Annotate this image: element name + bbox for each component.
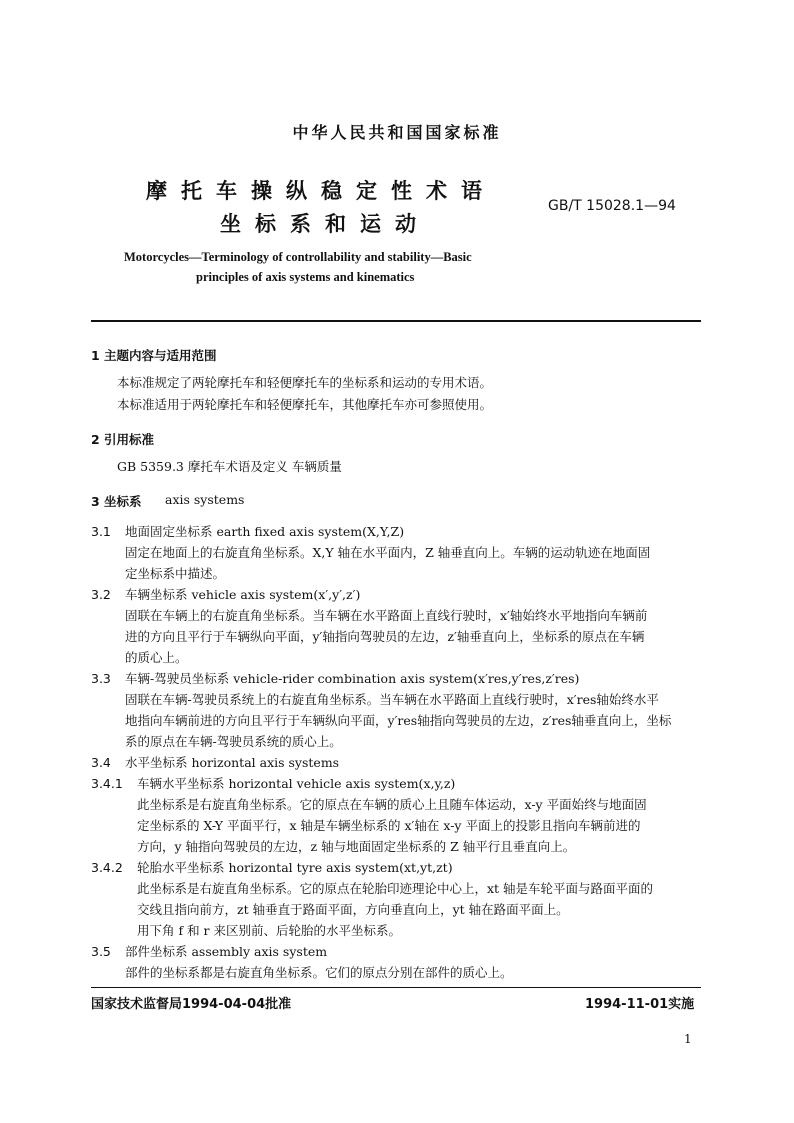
section-3-4-number: 3.4: [91, 755, 111, 770]
section-3-heading-en: axis systems: [165, 492, 245, 507]
section-3-3-title: 车辆-驾驶员坐标系 vehicle-rider combination axis system(x′res,y′res,z′res): [125, 671, 580, 686]
section-3-4-1-number: 3.4.1: [91, 776, 123, 791]
section-3-1-number: 3.1: [91, 524, 111, 539]
section-1-heading: 1 主题内容与适用范围: [91, 348, 217, 363]
section-3-4-2-title: 轮胎水平坐标系 horizontal tyre axis system(xt,yt,zt): [137, 860, 453, 875]
section-3-4-2-line: 交线且指向前方，zt 轴垂直于路面平面，方向垂直向上，yt 轴在路面平面上。: [137, 902, 569, 917]
section-3-2-title: 车辆坐标系 vehicle axis system(x′,y′,z′): [125, 587, 361, 602]
section-3-3-line: 地指向车辆前进的方向且平行于车辆纵向平面，y′res轴指向驾驶员的左边，z′res轴垂直向上，坐标: [125, 713, 672, 728]
english-title-line1: Motorcycles—Terminology of controllability and stability—Basic: [124, 250, 472, 264]
header-divider: [91, 320, 701, 322]
section-3-1-title: 地面固定坐标系 earth fixed axis system(X,Y,Z): [125, 524, 405, 539]
english-title-line2: principles of axis systems and kinematics: [196, 270, 415, 284]
section-3-4-title: 水平坐标系 horizontal axis systems: [125, 755, 340, 770]
section-3-4-1-line: 此坐标系是右旋直角坐标系。它的原点在车辆的质心上且随车体运动，x-y 平面始终与地面固: [137, 797, 647, 812]
section-3-4-2-number: 3.4.2: [91, 860, 123, 875]
section-3-3-line: 固联在车辆-驾驶员系统上的右旋直角坐标系。当车辆在水平路面上直线行驶时，x′res轴始终水平: [125, 692, 659, 707]
issuing-organization: 中华人民共和国国家标准: [292, 123, 502, 142]
section-3-4-2-line: 用下角 f 和 r 来区别前、后轮胎的水平坐标系。: [137, 923, 401, 938]
section-3-2-line: 进的方向且平行于车辆纵向平面，y′轴指向驾驶员的左边，z′轴垂直向上，坐标系的原点在车辆: [125, 629, 645, 644]
section-3-1-line: 固定在地面上的右旋直角坐标系。X,Y 轴在水平面内，Z 轴垂直向上。车辆的运动轨迹在地面固: [125, 545, 651, 560]
section-3-1-line: 定坐标系中描述。: [125, 566, 226, 581]
section-3-5-number: 3.5: [91, 944, 111, 959]
section-3-2-line: 固联在车辆上的右旋直角坐标系。当车辆在水平路面上直线行驶时，x′轴始终水平地指向车辆前: [125, 608, 648, 623]
approval-date: 国家技术监督局1994-04-04批准: [91, 997, 292, 1012]
document-title-line2: 坐标系和运动: [220, 212, 430, 236]
section-3-2-line: 的质心上。: [125, 650, 188, 665]
section-3-5-line: 部件的坐标系都是右旋直角坐标系。它们的原点分别在部件的质心上。: [125, 965, 513, 980]
section-3-3-number: 3.3: [91, 671, 111, 686]
page-number: 1: [684, 1032, 692, 1046]
section-3-2-number: 3.2: [91, 587, 111, 602]
standard-code: GB/T 15028.1—94: [548, 198, 676, 214]
section-3-4-1-title: 车辆水平坐标系 horizontal vehicle axis system(x,y,z): [137, 776, 456, 791]
section-3-5-title: 部件坐标系 assembly axis system: [125, 944, 328, 959]
section-2-heading: 2 引用标准: [91, 432, 155, 447]
document-title-line1: 摩托车操纵稳定性术语: [146, 179, 496, 203]
section-3-4-2-line: 此坐标系是右旋直角坐标系。它的原点在轮胎印迹理论中心上，xt 轴是车轮平面与路面平面的: [137, 881, 654, 896]
section-3-heading: 3 坐标系: [91, 494, 142, 509]
section-3-3-line: 系的原点在车辆-驾驶员系统的质心上。: [125, 734, 342, 749]
implementation-date: 1994-11-01实施: [585, 997, 695, 1012]
footer-divider: [91, 987, 701, 988]
section-3-4-1-line: 方向，y 轴指向驾驶员的左边，z 轴与地面固定坐标系的 Z 轴平行且垂直向上。: [137, 839, 576, 854]
section-2-reference: GB 5359.3 摩托车术语及定义 车辆质量: [117, 459, 342, 474]
section-1-paragraph-1: 本标准规定了两轮摩托车和轻便摩托车的坐标系和运动的专用术语。: [117, 375, 493, 390]
section-1-paragraph-2: 本标准适用于两轮摩托车和轻便摩托车，其他摩托车亦可参照使用。: [117, 397, 493, 412]
section-3-4-1-line: 定坐标系的 X-Y 平面平行，x 轴是车辆坐标系的 x′轴在 x-y 平面上的投影且指向车辆前进的: [137, 818, 641, 833]
